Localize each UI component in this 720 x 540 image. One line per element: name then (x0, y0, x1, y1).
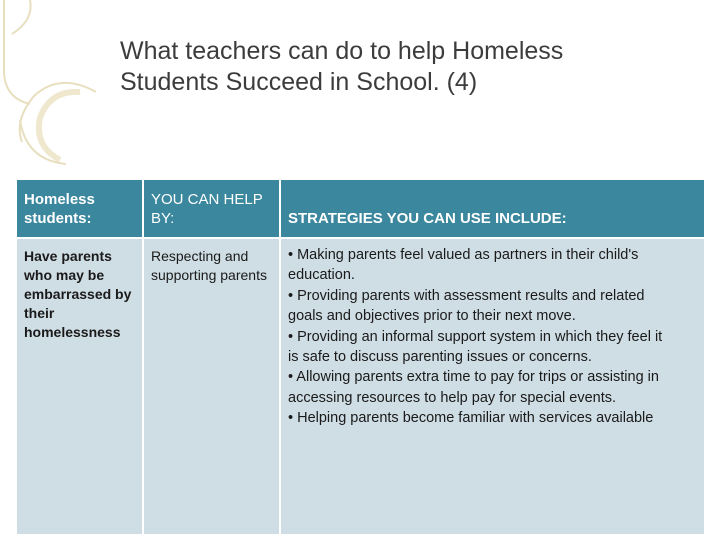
strategy-line: • Providing parents with assessment results and related (288, 287, 645, 304)
decorative-arc-inner (39, 92, 80, 160)
table-header-row (17, 180, 704, 238)
cell-help-by: Respecting and supporting parents (143, 238, 280, 534)
cell-strategies (280, 238, 704, 534)
decorative-arc-mid (20, 83, 96, 142)
strategy-line: goals and objectives prior to their next move. (288, 308, 576, 325)
strategy-line: • Helping parents become familiar with services available (288, 410, 654, 427)
strategies-table (17, 180, 704, 534)
strategy-line: education. (288, 267, 355, 284)
decorative-arc-outer (4, 0, 30, 104)
strategy-line: • Providing an informal support system in which they feel it (288, 328, 663, 345)
header-strategies: STRATEGIES YOU CAN USE INCLUDE: (280, 180, 704, 238)
slide-title (120, 36, 700, 98)
strategy-line: • Making parents feel valued as partners in their child's (288, 247, 639, 263)
table-row (17, 238, 704, 534)
header-homeless-students: Homeless students: (17, 180, 143, 238)
decorative-arcs-graphic (0, 0, 110, 190)
decorative-arc-top (12, 0, 31, 34)
slide-title-line-2: Students Succeed in School. (4) (120, 68, 478, 96)
cell-homeless-students: Have parents who may be embarrassed by their homelessness (17, 238, 143, 534)
strategy-line: is safe to discuss parenting issues or concerns. (288, 349, 592, 366)
slide-title-line-1: What teachers can do to help Homeless (120, 37, 564, 65)
header-you-can-help-by: YOU CAN HELP BY: (143, 180, 280, 238)
strategy-line: accessing resources to help pay for special events. (288, 389, 617, 406)
strategy-line: • Allowing parents extra time to pay for trips or assisting in (288, 369, 659, 386)
